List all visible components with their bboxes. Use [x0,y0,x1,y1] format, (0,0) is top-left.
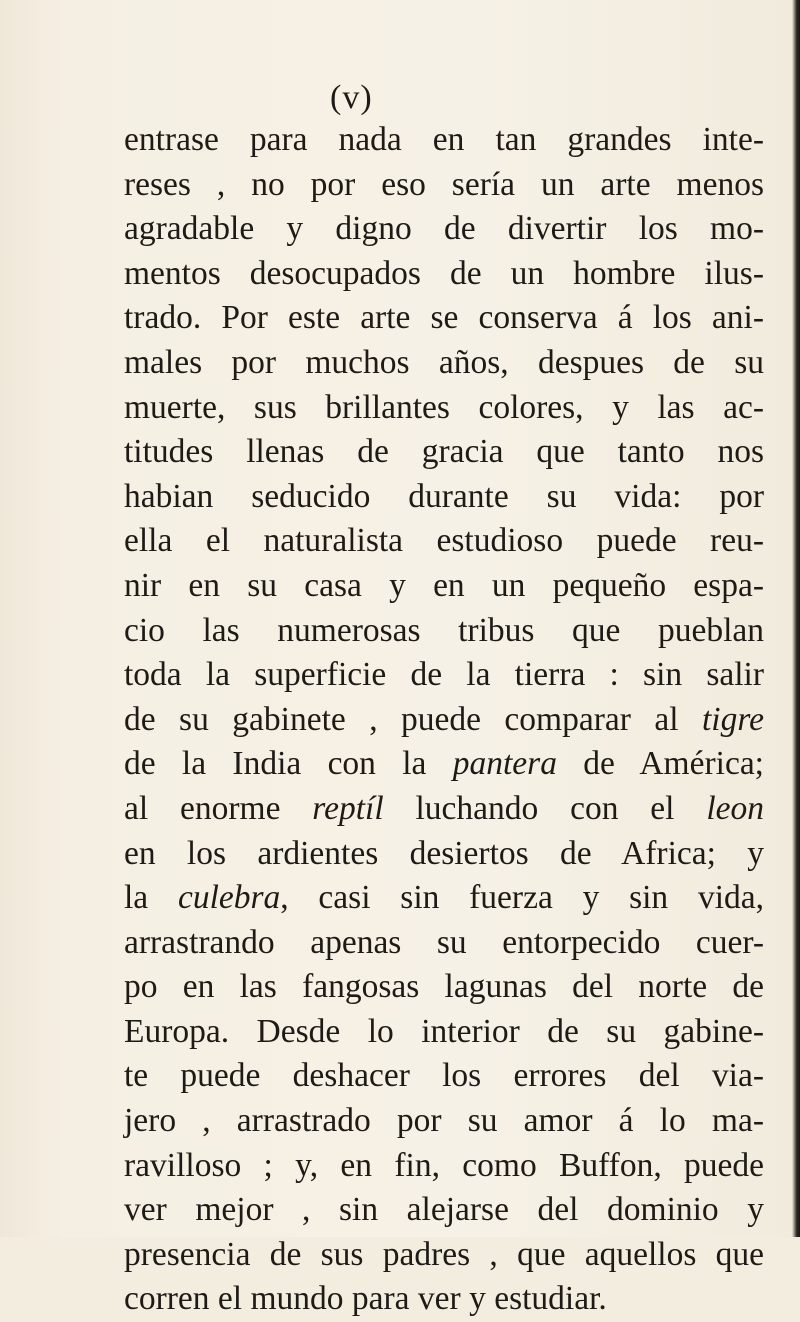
text-run: jero , arrastrado por su amor á lo ma- [124,1102,764,1140]
italic-term: leon [706,789,764,827]
text-run: , casi sin fuerza y sin vida, [280,879,764,917]
italic-term: reptíl [312,789,384,827]
text-run: de su gabinete , puede comparar al [124,700,702,738]
text-line [124,163,764,208]
text-line [124,430,764,475]
text-run: ella el naturalista estudioso puede reu- [124,522,764,560]
text-run: al enorme [124,789,313,827]
text-run: ravilloso ; y, en fin, como Buffon, puede [124,1146,764,1184]
text-run: muerte, sus brillantes colores, y las ac- [124,388,764,426]
text-line [124,1144,764,1189]
text-line [124,832,764,877]
text-run: cio las numerosas tribus que pueblan [124,611,764,649]
page-edge-shadow [792,0,800,1237]
text-line [124,1188,764,1233]
italic-term: culebra [177,879,281,917]
text-run: te puede deshacer los errores del via- [124,1057,764,1095]
text-run: toda la superficie de la tierra : sin salir [124,656,764,694]
text-line [124,1010,764,1055]
text-run: corren el mundo para ver y estudiar. [124,1280,607,1318]
text-line [124,653,764,698]
text-run: de América; [556,745,764,783]
text-line [124,1099,764,1144]
text-line [124,787,764,832]
text-run: reses , no por eso sería un arte menos [124,165,764,203]
text-run: nir en su casa y en un pequeño espa- [124,566,764,604]
text-run: habian seducido durante su vida: por [124,477,764,515]
text-run: arrastrando apenas su entorpecido cuer- [124,923,764,961]
text-line [124,742,764,787]
text-line [124,475,764,520]
text-run: de la India con la [124,745,453,783]
text-run: males por muchos años, despues de su [124,343,764,381]
text-line [124,1277,764,1322]
text-run: entrase para nada en tan grandes inte- [124,121,764,158]
text-line [124,519,764,564]
text-line [124,698,764,743]
text-line [124,1054,764,1099]
text-run: ver mejor , sin alejarse del dominio y [124,1191,764,1229]
text-line [124,965,764,1010]
text-line [124,386,764,431]
text-run: en los ardientes desiertos de Africa; y [124,834,764,872]
page-number: (v) [330,79,373,116]
text-line [124,876,764,921]
text-line [124,564,764,609]
text-line [124,252,764,297]
text-run: po en las fangosas lagunas del norte de [124,968,764,1006]
text-line [124,1233,764,1278]
text-line [124,341,764,386]
italic-term: tigre [701,700,764,738]
text-run: mentos desocupados de un hombre ilus- [124,254,764,292]
text-run: agradable y digno de divertir los mo- [124,210,764,248]
text-run: luchando con el [383,789,707,827]
text-run: trado. Por este arte se conserva á los ani- [124,299,764,337]
text-run: la [124,879,178,917]
text-run: titudes llenas de gracia que tanto nos [124,433,764,471]
text-line [124,118,764,163]
text-run: presencia de sus padres , que aquellos que [124,1235,764,1273]
text-line [124,296,764,341]
text-line [124,921,764,966]
text-line [124,609,764,654]
italic-term: pantera [452,745,557,783]
text-line [124,207,764,252]
text-run: Europa. Desde lo interior de su gabine- [124,1012,764,1050]
body-text [124,118,764,1322]
